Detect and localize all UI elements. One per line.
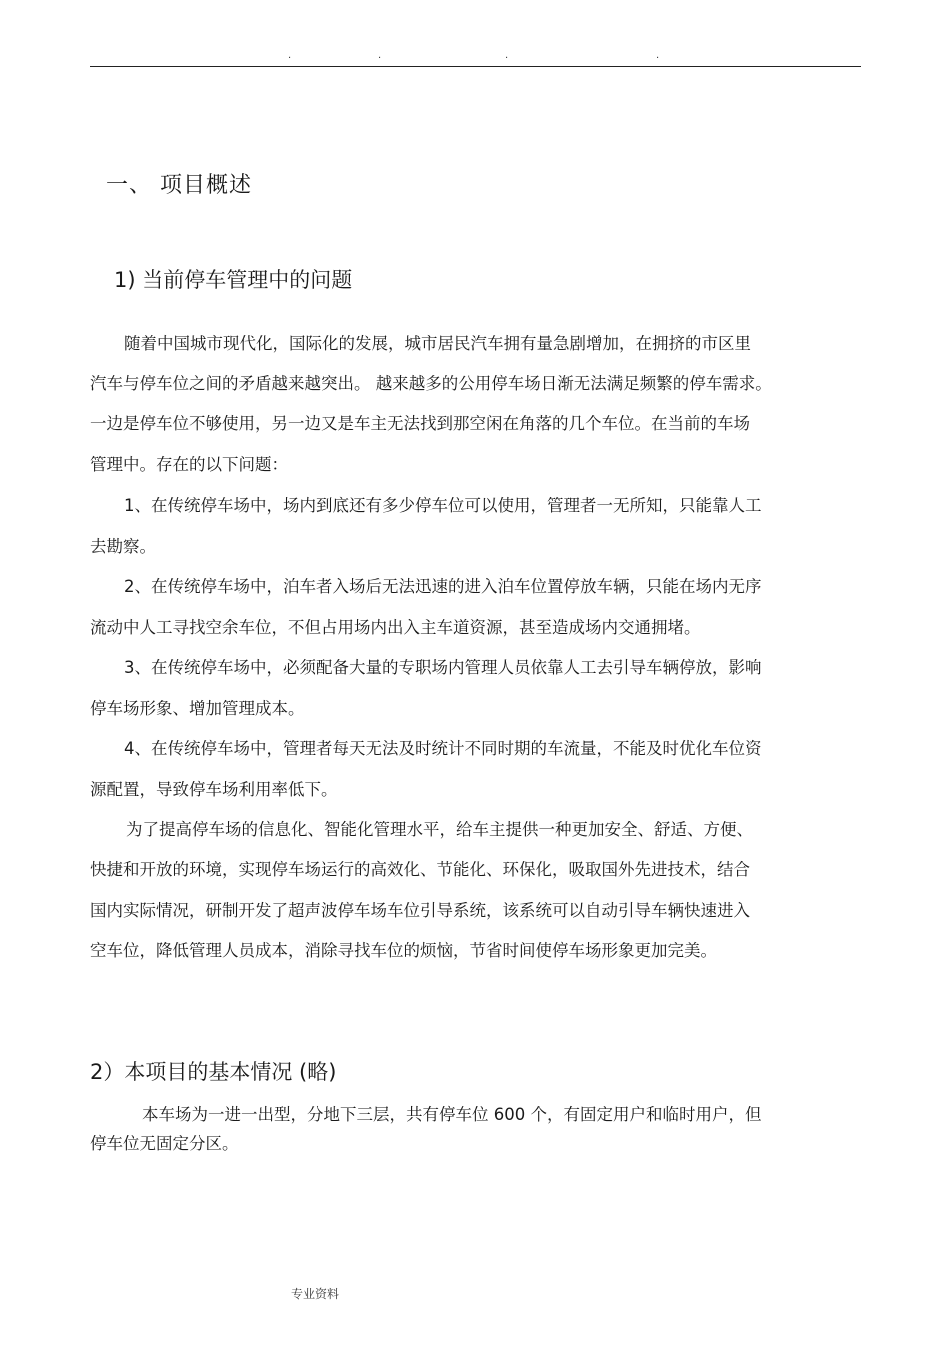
paragraph-line: 停车场形象、增加管理成本。 [90, 699, 305, 718]
paragraph-line: 去勘察。 [90, 537, 156, 556]
header-dot: . [288, 50, 292, 61]
paragraph-line: 流动中人工寻找空余车位，不但占用场内出入主车道资源，甚至造成场内交通拥堵。 [90, 618, 701, 637]
section-title: 一、 项目概述 [106, 173, 252, 198]
paragraph-line: 国内实际情况，研制开发了超声波停车场车位引导系统，该系统可以自动引导车辆快速进入 [90, 901, 750, 920]
header-dot: . [656, 50, 660, 61]
paragraph-line: 空车位，降低管理人员成本，消除寻找车位的烦恼，节省时间使停车场形象更加完美。 [90, 941, 717, 960]
paragraph-line: 汽车与停车位之间的矛盾越来越突出。 越来越多的公用停车场日渐无法满足频繁的停车需求。 [90, 374, 772, 393]
paragraph-line: 2、在传统停车场中，泊车者入场后无法迅速的进入泊车位置停放车辆，只能在场内无序 [124, 577, 762, 596]
paragraph-line: 随着中国城市现代化，国际化的发展，城市居民汽车拥有量急剧增加，在拥挤的市区里 [124, 334, 751, 353]
subsection-title: 1) 当前停车管理中的问题 [114, 268, 353, 292]
paragraph-line: 为了提高停车场的信息化、智能化管理水平，给车主提供一种更加安全、舒适、方便、 [126, 820, 753, 839]
paragraph-line: 本车场为一进一出型，分地下三层，共有停车位 600 个，有固定用户和临时用户，但 [142, 1105, 762, 1124]
paragraph-line: 停车位无固定分区。 [90, 1134, 239, 1153]
paragraph-line: 3、在传统停车场中，必须配备大量的专职场内管理人员依靠人工去引导车辆停放，影响 [124, 658, 762, 677]
paragraph-line: 1、在传统停车场中，场内到底还有多少停车位可以使用，管理者一无所知，只能靠人工 [124, 496, 762, 515]
page-header [0, 50, 950, 64]
header-rule [90, 66, 861, 67]
paragraph-line: 一边是停车位不够使用，另一边又是车主无法找到那空闲在角落的几个车位。在当前的车场 [90, 414, 750, 433]
header-dot: . [505, 50, 509, 61]
paragraph-line: 4、在传统停车场中，管理者每天无法及时统计不同时期的车流量，不能及时优化车位资 [124, 739, 762, 758]
header-dot: . [378, 50, 382, 61]
paragraph-line: 快捷和开放的环境，实现停车场运行的高效化、节能化、环保化，吸取国外先进技术，结合 [90, 860, 750, 879]
paragraph-line: 源配置，导致停车场利用率低下。 [90, 780, 338, 799]
subsection-title: 2）本项目的基本情况 (略) [90, 1060, 337, 1084]
page-footer: 专业资料 [291, 1287, 340, 1301]
paragraph-line: 管理中。存在的以下问题： [90, 455, 288, 474]
